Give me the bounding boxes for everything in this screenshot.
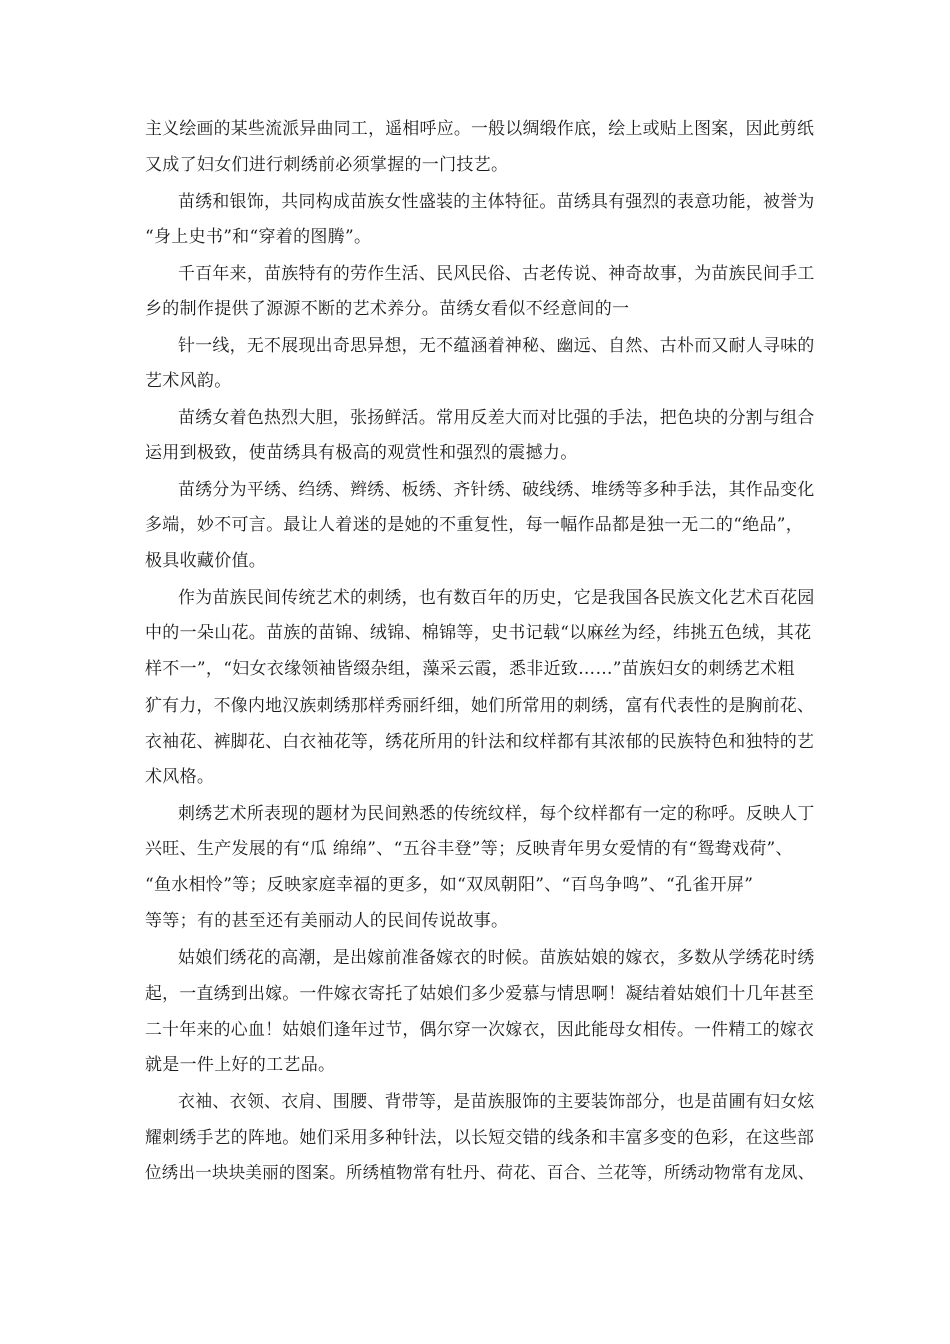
text-line: 起，一直绣到出嫁。一件嫁衣寄托了姑娘们多少爱慕与情思啊！凝结着姑娘们十几年甚至: [145, 983, 815, 1003]
text-line: 位绣出一块块美丽的图案。所绣植物常有牡丹、荷花、百合、兰花等，所绣动物常有龙凤、: [145, 1163, 815, 1182]
text-line: 苗绣女着色热烈大胆，张扬鲜活。常用反差大而对比强的手法，把色块的分割与组合: [178, 407, 815, 427]
text-line: 犷有力，不像内地汉族刺绣那样秀丽纤细，她们所常用的刺绣，富有代表性的是胸前花、: [145, 695, 815, 715]
text-line: 姑娘们绣花的高潮，是出嫁前准备嫁衣的时候。苗族姑娘的嫁衣，多数从学绣花时绣: [178, 947, 815, 967]
text-line: 千百年来，苗族特有的劳作生活、民风民俗、古老传说、神奇故事，为苗族民间手工: [178, 263, 815, 283]
text-line: 苗绣分为平绣、绉绣、辫绣、板绣、齐针绣、破线绣、堆绣等多种手法，其作品变化: [178, 479, 815, 499]
text-line: 苗绣和银饰，共同构成苗族女性盛装的主体特征。苗绣具有强烈的表意功能，被誉为: [178, 191, 815, 211]
text-line: 又成了妇女们进行刺绣前必须掌握的一门技艺。: [145, 155, 509, 175]
text-line: 主义绘画的某些流派异曲同工，遥相呼应。一般以绸缎作底，绘上或贴上图案，因此剪纸: [145, 118, 815, 138]
text-line: 样不一”，“妇女衣缘领袖皆缀杂组，藻采云霞，悉非近致……”苗族妇女的刺绣艺术粗: [145, 659, 795, 679]
text-line: 就是一件上好的工艺品。: [145, 1055, 336, 1075]
text-line: 衣袖、衣领、衣肩、围腰、背带等，是苗族服饰的主要装饰部分，也是苗圃有妇女炫: [178, 1091, 815, 1111]
text-line: 兴旺、生产发展的有“瓜 绵绵”、“五谷丰登”等；反映青年男女爱情的有“鸳鸯戏荷”、: [145, 839, 793, 859]
text-line: 针一线，无不展现出奇思异想，无不蕴涵着神秘、幽远、自然、古朴而又耐人寻味的: [178, 335, 815, 355]
text-line: 耀刺绣手艺的阵地。她们采用多种针法，以长短交错的线条和丰富多变的色彩，在这些部: [145, 1127, 815, 1147]
text-line: 等等；有的甚至还有美丽动人的民间传说故事。: [145, 911, 509, 931]
text-line: 二十年来的心血！姑娘们逢年过节，偶尔穿一次嫁衣，因此能母女相传。一件精工的嫁衣: [145, 1019, 815, 1039]
text-line: 乡的制作提供了源源不断的艺术养分。苗绣女看似不经意间的一: [145, 299, 630, 319]
text-line: “鱼水相怜”等；反映家庭幸福的更多，如“双凤朝阳”、“百鸟争鸣”、“孔雀开屏”: [145, 875, 754, 895]
text-line: 刺绣艺术所表现的题材为民间熟悉的传统纹样，每个纹样都有一定的称呼。反映人丁: [178, 803, 815, 823]
text-line: 多端，妙不可言。最让人着迷的是她的不重复性，每一幅作品都是独一无二的“绝品”，: [145, 515, 804, 535]
text-line: “身上史书”和“穿着的图腾”。: [145, 227, 372, 247]
text-line: 中的一朵山花。苗族的苗锦、绒锦、棉锦等，史书记载“以麻丝为经，纬挑五色绒，其花: [145, 623, 812, 643]
text-line: 术风格。: [145, 767, 215, 787]
text-line: 衣袖花、裤脚花、白衣袖花等，绣花所用的针法和纹样都有其浓郁的民族特色和独特的艺: [145, 731, 815, 751]
text-line: 极具收藏价值。: [145, 551, 267, 571]
text-line: 运用到极致，使苗绣具有极高的观赏性和强烈的震撼力。: [145, 443, 578, 463]
text-line: 作为苗族民间传统艺术的刺绣，也有数百年的历史，它是我国各民族文化艺术百花园: [178, 587, 815, 607]
text-line: 艺术风韵。: [145, 371, 232, 391]
